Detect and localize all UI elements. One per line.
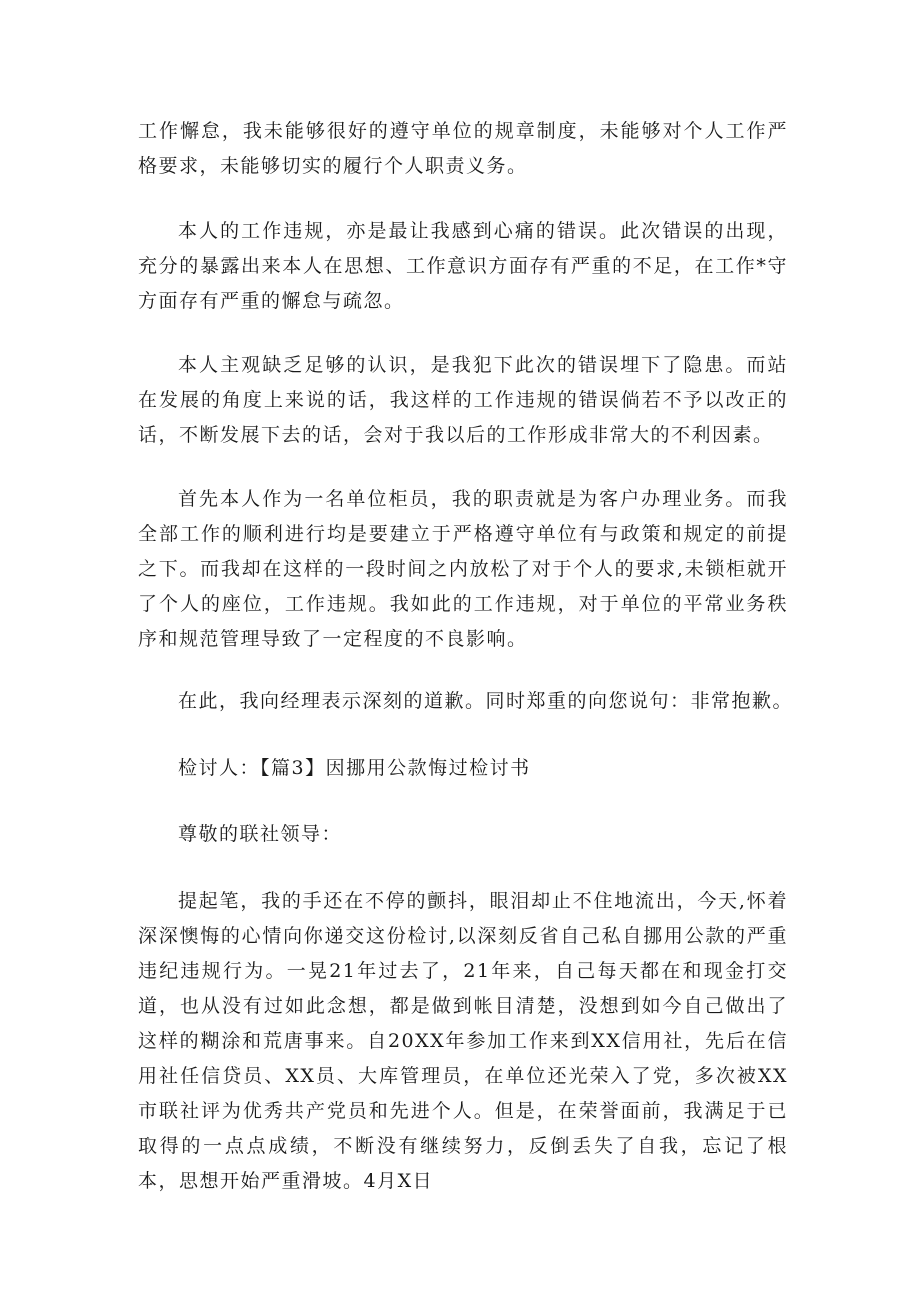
- paragraph-teller-duty: 首先本人作为一名单位柜员，我的职责就是为客户办理业务。而我全部工作的顺利进行均是要建立于严格遵守单位有与政策和规定的前提之下。而我却在这样的一段时间之内放松了对于个人的要求,未锁柜就开了个人的座位，工作违规。我如此的工作违规，对于单位的平常业务秩序和规范管理导致了一定程度的不良影响。: [138, 488, 788, 650]
- paragraph-lack-awareness: 本人主观缺乏足够的认识，是我犯下此次的错误埋下了隐患。而站在发展的角度上来说的话，我这样的工作违规的错误倘若不予以改正的话，不断发展下去的话，会对于我以后的工作形成非常大的不利因素。: [138, 354, 788, 446]
- paragraph-violation-pain: 本人的工作违规，亦是最让我感到心痛的错误。此次错误的出现，充分的暴露出来本人在思想、工作意识方面存有严重的不足，在工作*守方面存有严重的懈怠与疏忽。: [138, 220, 788, 312]
- paragraph-misappropriation: 提起笔，我的手还在不停的颤抖，眼泪却止不住地流出，今天,怀着深深懊悔的心情向你递交这份检讨,以深刻反省自己私自挪用公款的严重违纪违规行为。一晃21年过去了，21年来，自己每天都在和现金打交道，也从没有过如此念想，都是做到帐目清楚，没想到如今自己做出了这样的糊涂和荒唐事来。自20XX年参加工作来到XX信用社，先后在信用社任信贷员、XX员、大库管理员，在单位还光荣入了党，多次被XX市联社评为优秀共产党员和先进个人。但是，在荣誉面前，我满足于已取得的一点点成绩，不断没有继续努力，反倒丢失了自我，忘记了根本，思想开始严重滑坡。4月X日: [138, 890, 788, 1192]
- reviewer-heading: 检讨人：【篇3】因挪用公款悔过检讨书: [178, 757, 531, 779]
- paragraph-work-slack: 工作懈怠，我未能够很好的遵守单位的规章制度，未能够对个人工作严格要求，未能够切实的履行个人职责义务。: [138, 120, 788, 177]
- salutation: 尊敬的联社领导：: [178, 823, 343, 845]
- paragraph-apology: 在此，我向经理表示深刻的道歉。同时郑重的向您说句：非常抱歉。: [178, 690, 794, 712]
